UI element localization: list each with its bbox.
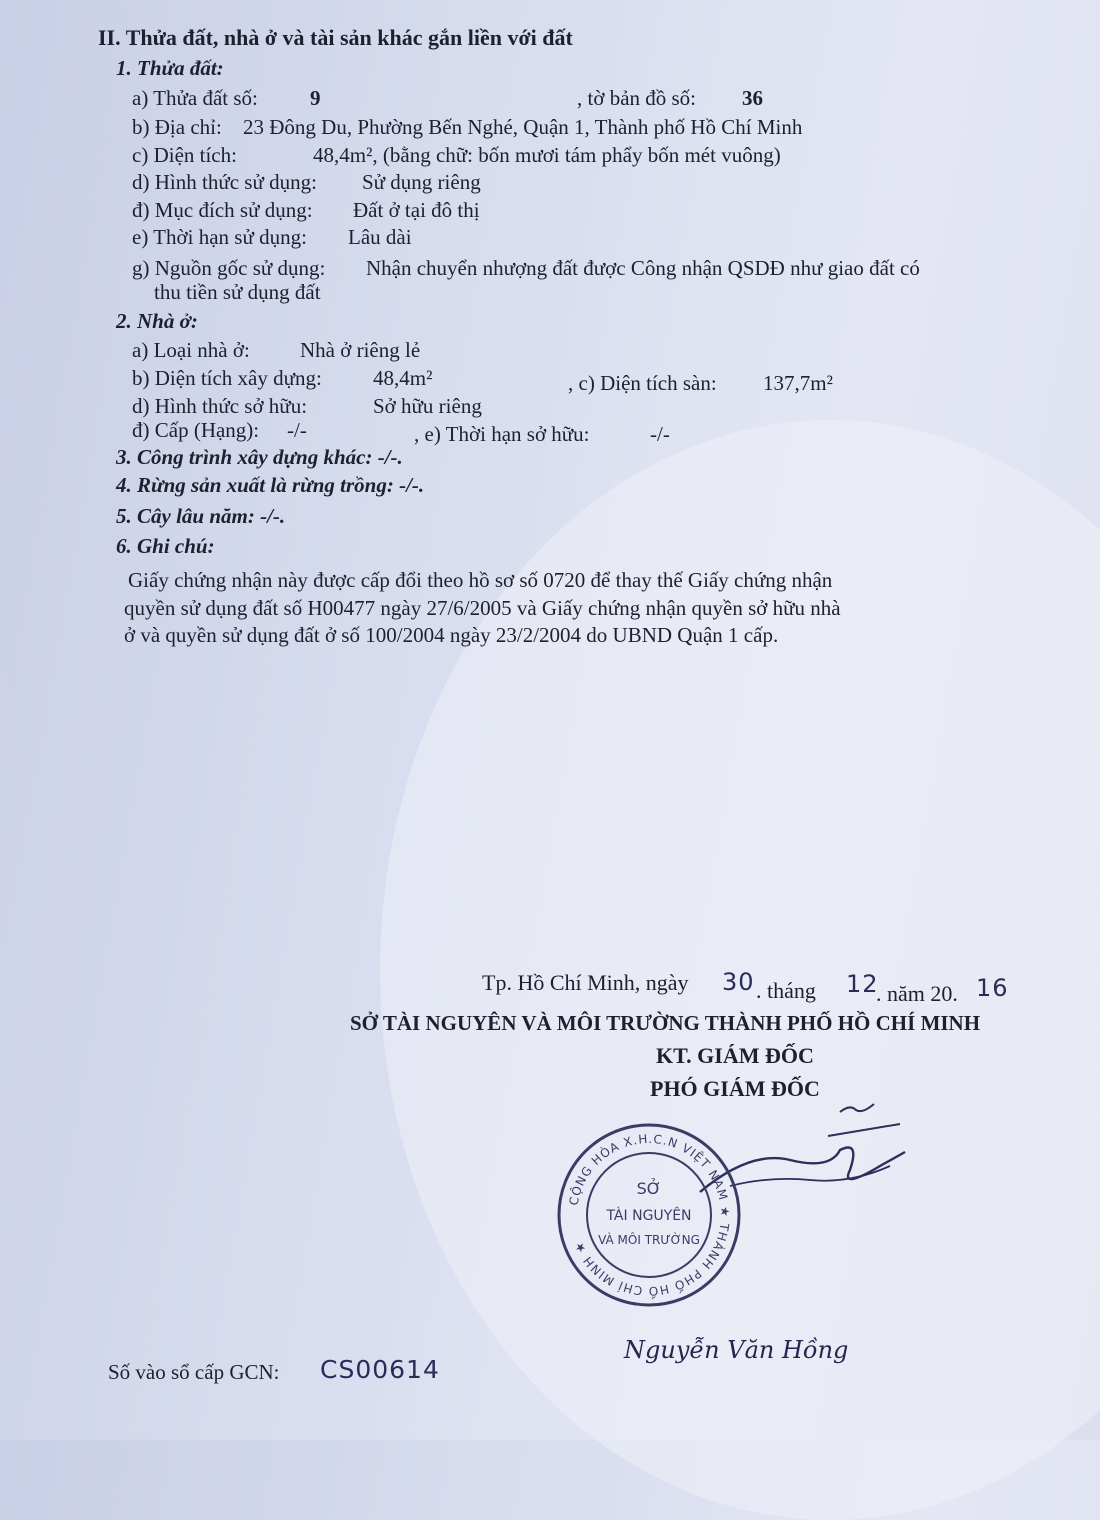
stamp-ring-text: CỘNG HÒA X.H.C.N VIỆT NAM ★ THÀNH PHỐ HỒ CHÍ MINH ★ (566, 1131, 733, 1299)
stamp-line-3: VÀ MÔI TRƯỜNG (598, 1233, 700, 1247)
floor-area-label: , c) Diện tích sàn: (568, 371, 717, 395)
stamp-line-2: TÀI NGUYÊN (606, 1208, 692, 1224)
notes-line-1: Giấy chứng nhận này được cấp đổi theo hồ sơ số 0720 để thay thế Giấy chứng nhận (128, 568, 833, 592)
land-heading: 1. Thửa đất: (116, 56, 224, 80)
section-title: II. Thửa đất, nhà ở và tài sản khác gắn liền với đất (98, 25, 573, 50)
map-sheet-label: , tờ bản đồ số: (577, 86, 697, 110)
date-year-label: . năm 20. (876, 981, 958, 1006)
floor-area-value: 137,7m² (763, 371, 833, 395)
perennial-line: 5. Cây lâu năm: -/-. (116, 504, 286, 528)
notes-line-2: quyền sử dụng đất số H00477 ngày 27/6/2005 và Giấy chứng nhận quyền sở hữu nhà (124, 596, 841, 620)
notes-heading: 6. Ghi chú: (116, 534, 215, 558)
area-label: c) Diện tích: (132, 143, 237, 167)
authority-name: SỞ TÀI NGUYÊN VÀ MÔI TRƯỜNG THÀNH PHỐ HỒ CHÍ MINH (350, 1011, 981, 1035)
origin-line-2: thu tiền sử dụng đất (154, 280, 321, 304)
date-day: 30 (722, 968, 755, 996)
house-heading: 2. Nhà ở: (116, 309, 198, 333)
own-term-label: , e) Thời hạn sở hữu: (414, 422, 590, 446)
origin-line-1: Nhận chuyển nhượng đất được Công nhận QSDĐ như giao đất có (366, 256, 920, 280)
house-type-label: a) Loại nhà ở: (132, 338, 250, 362)
house-type-value: Nhà ở riêng lẻ (300, 338, 421, 362)
term-label: e) Thời hạn sử dụng: (132, 225, 307, 249)
signer-name: Nguyễn Văn Hồng (624, 1336, 849, 1364)
address-label: b) Địa chỉ: (132, 115, 222, 139)
build-area-value: 48,4m² (373, 366, 433, 390)
origin-label: g) Nguồn gốc sử dụng: (132, 256, 326, 280)
own-term-value: -/- (650, 422, 670, 446)
use-form-value: Sử dụng riêng (362, 170, 481, 194)
parcel-label: a) Thửa đất số: (132, 86, 258, 110)
date-year: 16 (976, 974, 1009, 1002)
signer-title-2: PHÓ GIÁM ĐỐC (650, 1076, 820, 1101)
purpose-value: Đất ở tại đô thị (353, 198, 480, 222)
date-month: 12 (846, 970, 879, 998)
ownership-value: Sở hữu riêng (373, 394, 482, 418)
other-works-line: 3. Công trình xây dựng khác: -/-. (116, 445, 403, 469)
register-number: CS00614 (320, 1355, 440, 1384)
stamp-line-1: SỞ (636, 1179, 662, 1198)
date-prefix: Tp. Hồ Chí Minh, ngày (482, 970, 689, 995)
area-value: 48,4m², (bằng chữ: bốn mươi tám phẩy bốn mét vuông) (313, 143, 781, 167)
official-stamp (554, 1120, 744, 1310)
build-area-label: b) Diện tích xây dựng: (132, 366, 322, 390)
forest-line: 4. Rừng sản xuất là rừng trồng: -/-. (116, 473, 425, 497)
register-label: Số vào sổ cấp GCN: (108, 1360, 280, 1384)
parcel-number: 9 (310, 86, 321, 110)
date-month-label: . tháng (756, 978, 816, 1003)
notes-line-3: ở và quyền sử dụng đất ở số 100/2004 ngày 23/2/2004 do UBND Quận 1 cấp. (124, 623, 779, 647)
grade-value: -/- (287, 418, 307, 442)
use-form-label: d) Hình thức sử dụng: (132, 170, 317, 194)
ownership-label: d) Hình thức sở hữu: (132, 394, 308, 418)
grade-label: đ) Cấp (Hạng): (132, 418, 260, 442)
map-sheet-number: 36 (742, 86, 763, 110)
address-value: 23 Đông Du, Phường Bến Nghé, Quận 1, Thành phố Hồ Chí Minh (243, 115, 803, 139)
term-value: Lâu dài (348, 225, 412, 249)
signer-title-1: KT. GIÁM ĐỐC (656, 1043, 814, 1068)
purpose-label: đ) Mục đích sử dụng: (132, 198, 313, 222)
